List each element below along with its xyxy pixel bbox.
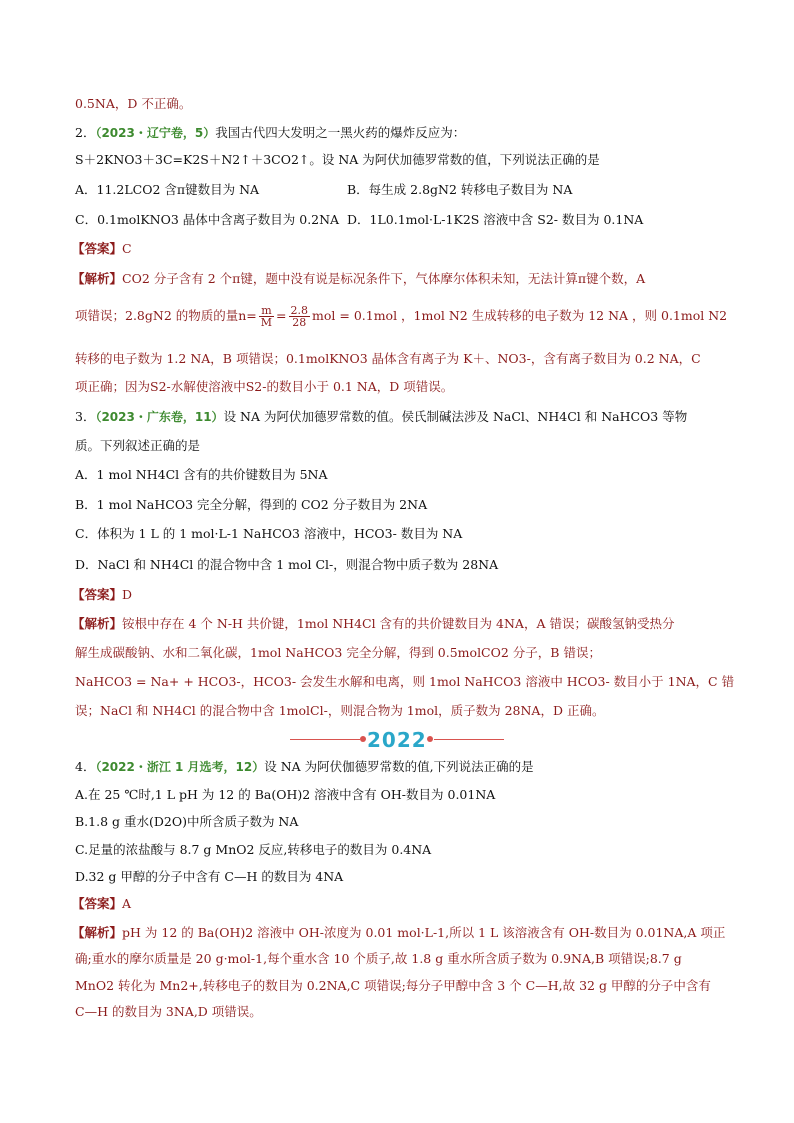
answer-label: 【答案】: [72, 587, 123, 602]
q4-stem: 设 NA 为阿伏伽德罗常数的值,下列说法正确的是: [264, 759, 534, 774]
q3-option-c: C．体积为 1 L 的 1 mol·L-1 NaHCO3 溶液中，HCO3- 数目为 NA: [75, 526, 463, 541]
answer-label: 【答案】: [72, 896, 123, 911]
year-label: 2022: [367, 728, 427, 752]
q2-option-b: B．每生成 2.8gN2 转移电子数目为 NA: [347, 182, 573, 197]
q4-answer-value: A: [122, 896, 132, 911]
q4-option-d: D.32 g 甲醇的分子中含有 C—H 的数目为 4NA: [75, 869, 344, 884]
q3-answer-value: D: [122, 587, 133, 602]
q2-number: 2．: [75, 125, 96, 140]
q4-explanation-4: C—H 的数目为 3NA,D 项错误。: [75, 1004, 262, 1019]
q3-stem-2: 质。下列叙述正确的是: [75, 438, 201, 453]
q4-number: 4．: [75, 759, 96, 774]
q4-explanation-3: MnO2 转化为 Mn2+,转移电子的数目为 0.2NA,C 项错误;每分子甲醇中含 3 个 C—H,故 32 g 甲醇的分子中含有: [75, 978, 711, 993]
q4-option-b: B.1.8 g 重水(D2O)中所含质子数为 NA: [75, 814, 299, 829]
divider-line-left: [290, 739, 360, 740]
q2-explanation-4: 项正确；因为S2-水解使溶液中S2-的数目小于 0.1 NA，D 项错误。: [75, 379, 454, 394]
fraction-m-over-M: $\frac{m}{M}$: [260, 304, 273, 329]
q3-option-b: B．1 mol NaHCO3 完全分解，得到的 CO2 分子数目为 2NA: [75, 497, 428, 512]
divider-dot-right: [427, 736, 433, 742]
q3-option-d: D．NaCl 和 NH4Cl 的混合物中含 1 mol Cl-，则混合物中质子数为 28NA: [75, 557, 499, 572]
q2-stem: 我国古代四大发明之一黑火药的爆炸反应为：: [215, 125, 466, 140]
fraction-2-8-over-28: $\frac{2.8}{28}$: [290, 304, 309, 329]
q4-answer: [72, 895, 131, 913]
q3-explanation-4: 误；NaCl 和 NH4Cl 的混合物中含 1molCl-，则混合物为 1mol，质子数为 28NA，D 正确。: [75, 703, 605, 718]
q3-explanation-1: 【解析】铵根中存在 4 个 N-H 共价键，1mol NH4Cl 含有的共价键数目为 4NA，A 错误；碳酸氢钠受热分: [72, 616, 675, 631]
year-divider: [0, 728, 794, 750]
q3-number: 3．: [75, 409, 96, 424]
q4-header: [75, 758, 534, 776]
q2-header: [75, 124, 465, 142]
q3-stem: 设 NA 为阿伏加德罗常数的值。侯氏制碱法涉及 NaCl、NH4Cl 和 NaHCO3 等物: [223, 409, 688, 424]
q2-explanation-1: 【解析】CO2 分子含有 2 个π键，题中没有说是标况条件下，气体摩尔体积未知，无法计算π键个数，A: [72, 271, 646, 286]
q3-explanation-3: NaHCO3 = Na+ + HCO3-，HCO3- 会发生水解和电离，则 1mol NaHCO3 溶液中 HCO3- 数目小于 1NA，C 错: [75, 674, 735, 689]
q2-source-tag: （2023・辽宁卷，5）: [95, 126, 216, 140]
divider-dot-left: [360, 736, 366, 742]
q2-equation: S＋2KNO3＋3C=K2S＋N2↑＋3CO2↑。设 NA 为阿伏加德罗常数的值，下列说法正确的是: [75, 152, 600, 167]
divider-line-right: [434, 739, 504, 740]
q2-answer-value: C: [122, 241, 132, 256]
q2-option-d: D．1L0.1mol·L-1K2S 溶液中含 S2- 数目为 0.1NA: [347, 212, 644, 227]
q2-option-c: C．0.1molKNO3 晶体中含离子数目为 0.2NA: [75, 212, 340, 227]
q4-option-a: A.在 25 ℃时,1 L pH 为 12 的 Ba(OH)2 溶液中含有 OH-数目为 0.01NA: [75, 787, 496, 802]
q2-answer: [72, 240, 132, 258]
q4-explanation-2: 确;重水的摩尔质量是 20 g·mol-1,每个重水含 10 个质子,故 1.8 g 重水所含质子数为 0.9NA,B 项错误;8.7 g: [75, 951, 682, 966]
q4-explanation-1: 【解析】pH 为 12 的 Ba(OH)2 溶液中 OH-浓度为 0.01 mol·L-1,所以 1 L 该溶液含有 OH-数目为 0.01NA,A 项正: [72, 925, 726, 940]
q4-source-tag: （2022・浙江 1 月选考，12）: [95, 760, 265, 774]
q3-header: [75, 408, 687, 426]
answer-label: 【答案】: [72, 241, 123, 256]
q3-option-a: A．1 mol NH4Cl 含有的共价键数目为 5NA: [75, 467, 328, 482]
q2-explanation-3: 转移的电子数为 1.2 NA，B 项错误；0.1molKNO3 晶体含有离子为 K＋、NO3-，含有离子数目为 0.2 NA，C: [75, 351, 701, 366]
q4-option-c: C.足量的浓盐酸与 8.7 g MnO2 反应,转移电子的数目为 0.4NA: [75, 842, 432, 857]
q3-answer: [72, 586, 132, 604]
explanation-label: 【解析】: [72, 271, 123, 286]
q2-option-a: A．11.2LCO2 含π键数目为 NA: [75, 182, 260, 197]
q3-explanation-2: 解生成碳酸钠、水和二氧化碳，1mol NaHCO3 完全分解，得到 0.5molCO2 分子，B 错误；: [75, 645, 601, 660]
continued-explanation: 0.5NA，D 不正确。: [75, 96, 192, 111]
q3-source-tag: （2023・广东卷，11）: [95, 410, 224, 424]
explanation-label: 【解析】: [72, 925, 123, 940]
q2-explanation-2: 项错误；2.8gN2 的物质的量n= $\frac{m}{M}$ = $\frac{2.8}{28}$ mol = 0.1mol ，1mol N2 生成转移的电子数为 12 NA ，则 0.1mol N2: [75, 304, 728, 329]
explanation-label: 【解析】: [72, 616, 123, 631]
